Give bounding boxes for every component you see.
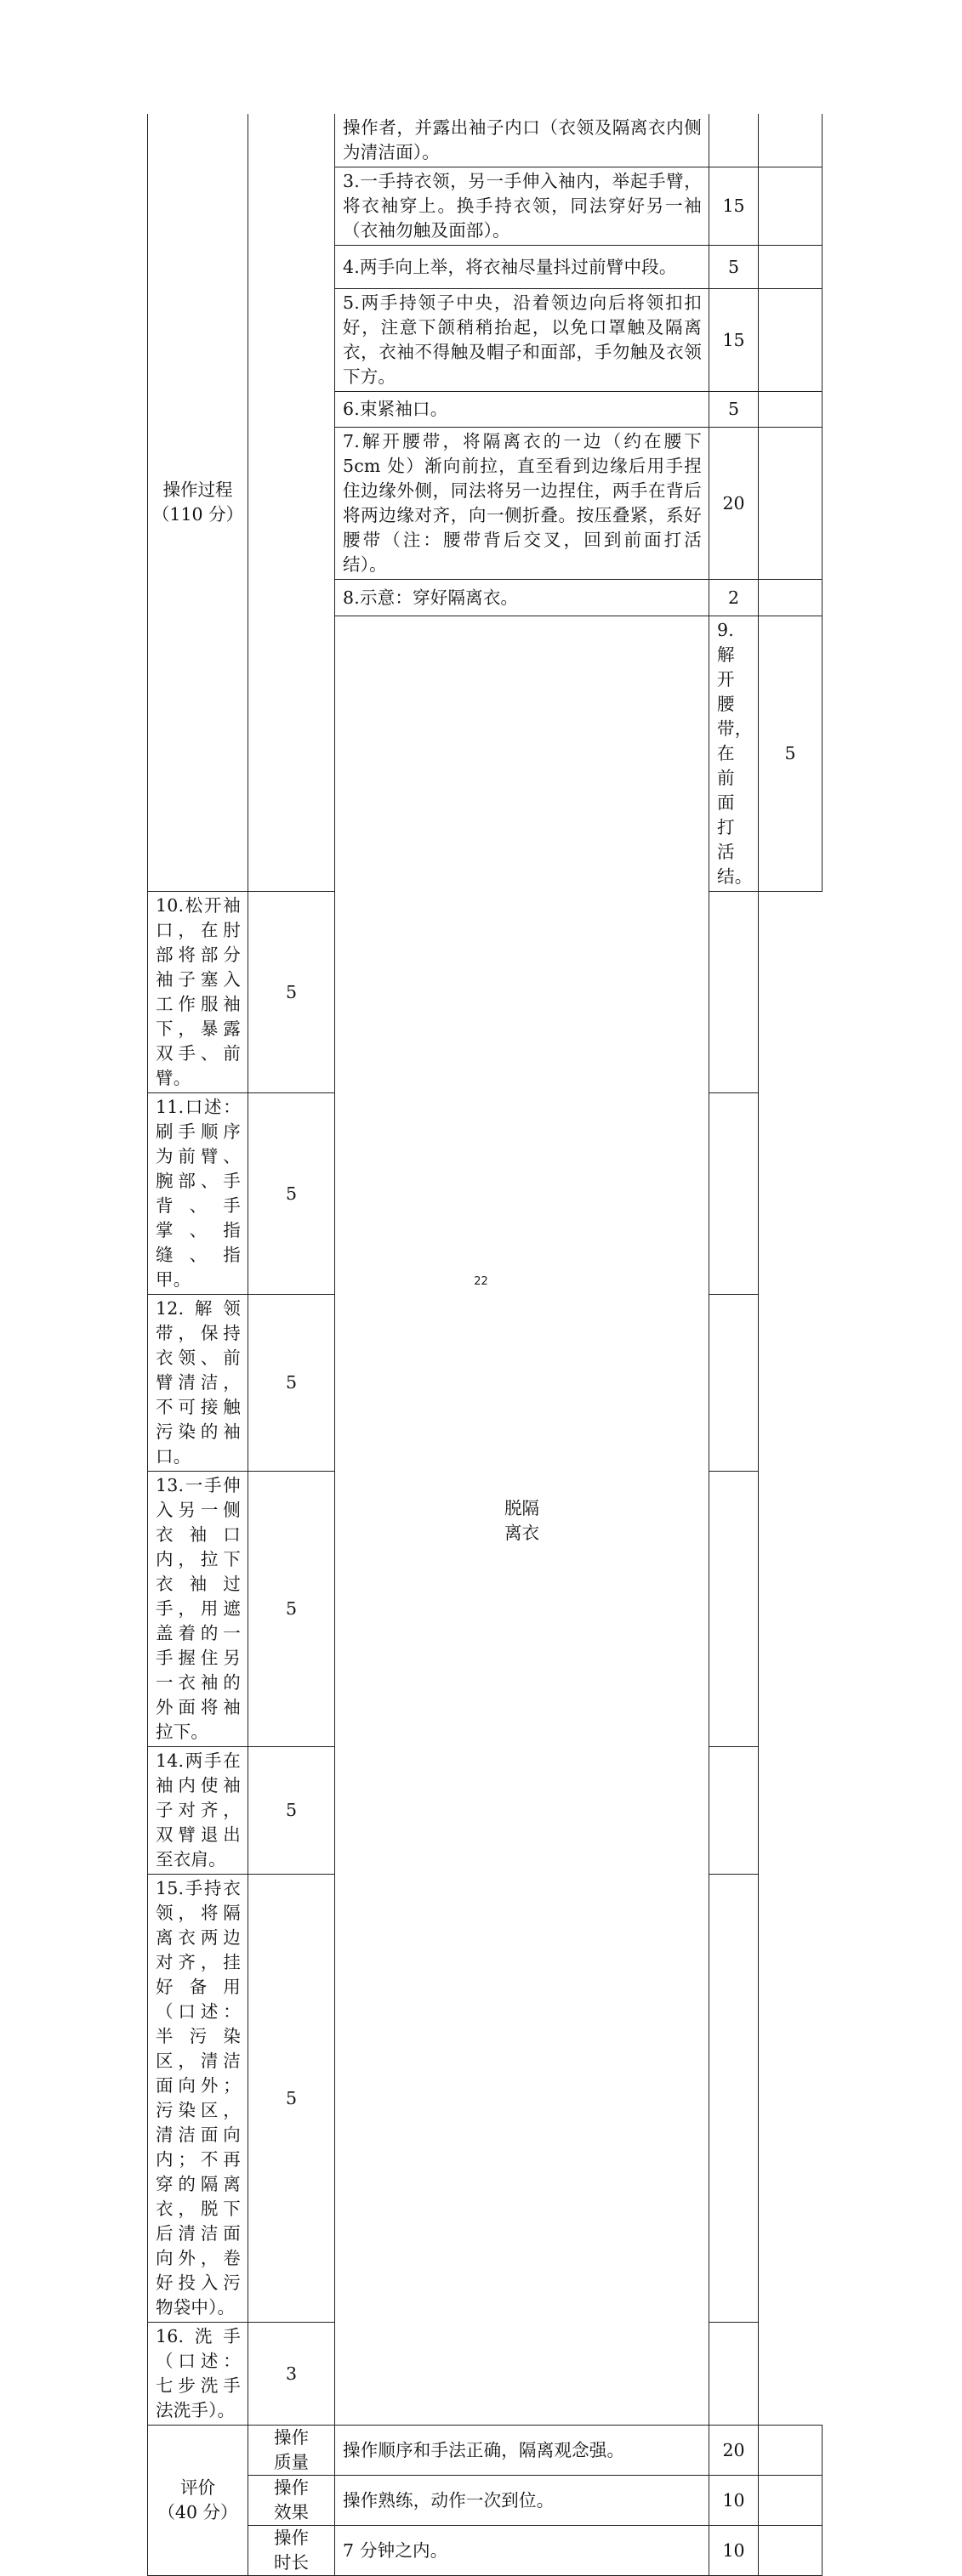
subsection-cell-effect <box>248 2476 335 2526</box>
page-number: 22 <box>474 1275 488 1288</box>
item-text: 13.一手伸入另一侧衣袖口内，拉下衣袖过手，用遮盖着的一手握住另一衣袖的外面将袖拉下。 <box>148 1472 248 1747</box>
item-text: 操作者，并露出袖子内口（衣领及隔离衣内侧为清洁面）。 <box>335 114 709 167</box>
item-points: 10 <box>709 2526 759 2576</box>
item-points: 5 <box>759 616 823 892</box>
item-text: 操作顺序和手法正确，隔离观念强。 <box>335 2426 709 2476</box>
item-points: 20 <box>709 428 759 580</box>
item-text: 15.手持衣领，将隔离衣两边对齐，挂好备用（口述：半污染区，清洁面向外；污染区，清洁面向内；不再穿的隔离衣，脱下后清洁面向外，卷好投入污物袋中）。 <box>148 1875 248 2323</box>
section-cell-evaluation <box>148 2426 248 2576</box>
item-text: 操作熟练，动作一次到位。 <box>335 2476 709 2526</box>
table-row <box>148 2426 823 2476</box>
item-text: 9.解开腰带，在前面打活结。 <box>709 616 759 892</box>
item-text: 16.洗手（口述：七步洗手法洗手）。 <box>148 2323 248 2426</box>
subsection-label: 离衣 <box>504 1522 539 1543</box>
table-row <box>148 2476 823 2526</box>
item-points: 5 <box>248 1747 335 1875</box>
item-points: 5 <box>709 246 759 289</box>
item-points: 5 <box>248 1472 335 1747</box>
deduction-cell <box>759 289 823 392</box>
deduction-cell <box>759 392 823 428</box>
item-points: 2 <box>709 580 759 616</box>
deduction-cell <box>709 892 759 1093</box>
subsection-cell-put-on <box>248 114 335 892</box>
deduction-cell <box>759 580 823 616</box>
deduction-cell <box>759 246 823 289</box>
deduction-cell <box>709 1747 759 1875</box>
item-text: 7 分钟之内。 <box>335 2526 709 2576</box>
scoring-table <box>147 114 823 2576</box>
deduction-cell <box>759 2526 823 2576</box>
table-row <box>148 2526 823 2576</box>
subsection-cell-take-off <box>335 616 709 2426</box>
section-name: 操作过程 <box>162 479 233 500</box>
deduction-cell <box>709 1093 759 1295</box>
item-points: 15 <box>709 289 759 392</box>
item-points: 15 <box>709 167 759 246</box>
item-points <box>709 114 759 167</box>
deduction-cell <box>759 2476 823 2526</box>
item-text: 5.两手持领子中央，沿着领边向后将领扣扣好，注意下颌稍稍抬起，以免口罩触及隔离衣，衣袖不得触及帽子和面部，手勿触及衣领下方。 <box>335 289 709 392</box>
item-points: 5 <box>709 392 759 428</box>
item-text: 10.松开袖口，在肘部将部分袖子塞入工作服袖下，暴露双手、前臂。 <box>148 892 248 1093</box>
section-score: （40 分） <box>157 2502 238 2522</box>
deduction-cell <box>759 114 823 167</box>
deduction-cell <box>709 2323 759 2426</box>
subsection-label: 效果 <box>274 2502 309 2522</box>
item-points: 5 <box>248 1093 335 1295</box>
subsection-label: 时长 <box>274 2552 309 2573</box>
item-points: 20 <box>709 2426 759 2476</box>
item-text: 6.束紧袖口。 <box>335 392 709 428</box>
item-text: 3.一手持衣领，另一手伸入袖内，举起手臂，将衣袖穿上。换手持衣领，同法穿好另一袖（衣袖勿触及面部）。 <box>335 167 709 246</box>
subsection-label: 质量 <box>274 2452 309 2472</box>
subsection-label: 脱隔 <box>504 1497 539 1518</box>
item-text: 7.解开腰带，将隔离衣的一边（约在腰下 5cm 处）渐向前拉，直至看到边缘后用手捏住边缘外侧，同法将另一边捏住，两手在背后将两边缘对齐，向一侧折叠。按压叠紧，系好腰带（注：腰带背后交叉，回到前面打活结）。 <box>335 428 709 580</box>
subsection-label: 操作 <box>274 2427 309 2448</box>
item-text: 8.示意：穿好隔离衣。 <box>335 580 709 616</box>
item-text: 12.解领带，保持衣领、前臂清洁，不可接触污染的袖口。 <box>148 1295 248 1472</box>
item-points: 5 <box>248 1875 335 2323</box>
item-text: 4.两手向上举，将衣袖尽量抖过前臂中段。 <box>335 246 709 289</box>
item-text: 14.两手在袖内使袖子对齐，双臂退出至衣肩。 <box>148 1747 248 1875</box>
item-points: 5 <box>248 1295 335 1472</box>
deduction-cell <box>759 2426 823 2476</box>
table-row <box>148 114 823 167</box>
deduction-cell <box>709 1472 759 1747</box>
deduction-cell <box>759 428 823 580</box>
deduction-cell <box>709 1295 759 1472</box>
subsection-label: 操作 <box>274 2477 309 2498</box>
deduction-cell <box>759 167 823 246</box>
item-points: 5 <box>248 892 335 1093</box>
section-score: （110 分） <box>151 504 244 525</box>
deduction-cell <box>709 1875 759 2323</box>
section-cell-process <box>148 114 248 892</box>
subsection-label: 操作 <box>274 2528 309 2548</box>
subsection-cell-quality <box>248 2426 335 2476</box>
item-points: 3 <box>248 2323 335 2426</box>
item-points: 10 <box>709 2476 759 2526</box>
section-name: 评价 <box>180 2477 215 2498</box>
item-text: 11.口述：刷手顺序为前臂、腕部、手背、手掌、指缝、指甲。 <box>148 1093 248 1295</box>
subsection-cell-duration <box>248 2526 335 2576</box>
